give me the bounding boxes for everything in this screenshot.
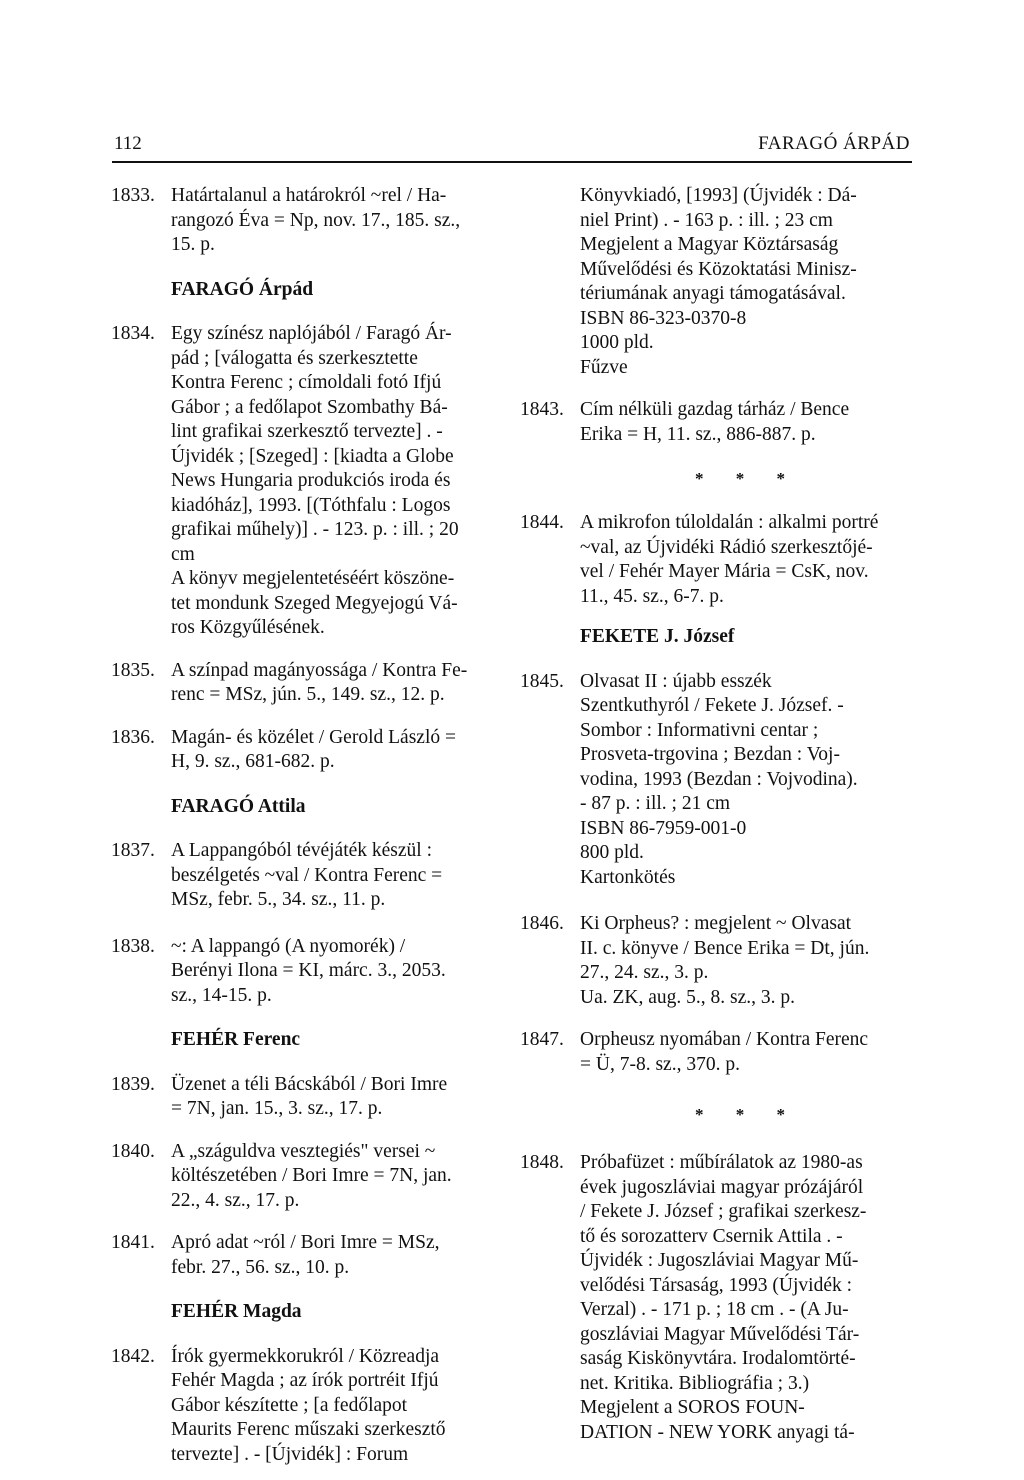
entry-number: 1842. [111, 1345, 155, 1367]
entry-line: - 87 p. : ill. ; 21 cm [580, 793, 731, 814]
left-column [111, 184, 503, 1467]
entry-1839 [111, 1073, 503, 1122]
entry-line: febr. 27., 56. sz., 10. p. [171, 1256, 350, 1278]
page-header [112, 131, 912, 163]
entry-line: vodina, 1993 (Bezdan : Vojvodina). [580, 768, 858, 790]
entry-line: DATION - NEW YORK anyagi tá- [580, 1421, 855, 1443]
entry-number: 1839. [111, 1073, 155, 1095]
entry-line: H, 9. sz., 681-682. p. [171, 751, 335, 772]
entry-line: 27., 24. sz., 3. p. [580, 962, 709, 983]
entry-line: Cím nélküli gazdag tárház / Bence [580, 399, 850, 420]
entry-1836 [111, 726, 503, 775]
entry-line: A Lappangóból tévéjáték készül : [171, 840, 433, 861]
entry-1847 [520, 1028, 914, 1077]
entry-line: net. Kritika. Bibliográfia ; 3.) [580, 1372, 810, 1394]
entry-line: Ua. ZK, aug. 5., 8. sz., 3. p. [580, 986, 796, 1008]
entry-line: tő és sorozatterv Csernik Attila . - [580, 1225, 843, 1247]
entry-line: ros Közgyűlésének. [171, 617, 325, 638]
entry-line: évek jugoszláviai magyar prózájáról [580, 1176, 864, 1198]
entry-line: = Ü, 7-8. sz., 370. p. [580, 1053, 740, 1075]
entry-line: ~: A lappangó (A nyomorék) / [171, 935, 406, 957]
entry-1833 [111, 184, 503, 258]
entry-line: Verzal) . - 171 p. ; 18 cm . - (A Ju- [580, 1299, 849, 1320]
entry-1840 [111, 1140, 503, 1214]
entry-line: = 7N, jan. 15., 3. sz., 17. p. [171, 1098, 383, 1119]
entry-line: ISBN 86-7959-001-0 [580, 817, 747, 839]
entry-line: Egy színész naplójából / Faragó Ár- [171, 323, 452, 344]
entry-line: Ki Orpheus? : megjelent ~ Olvasat [580, 913, 852, 934]
entry-line: Gábor ; a fedőlapot Szombathy Bá- [171, 396, 448, 418]
entry-line: II. c. könyve / Bence Erika = Dt, jún. [580, 937, 870, 959]
entry-number: 1845. [520, 670, 564, 692]
entry-number: 1846. [520, 913, 564, 934]
running-title: FARAGÓ ÁRPÁD [758, 133, 910, 154]
entry-1838 [111, 935, 503, 1009]
entry-1845 [520, 670, 914, 891]
entry-1846 [520, 912, 914, 1010]
entry-line: Kartonkötés [580, 866, 676, 888]
entry-line: beszélgetés ~val / Kontra Ferenc = [171, 864, 443, 886]
entry-line: Szentkuthyról / Fekete J. József. - [580, 695, 844, 716]
entry-line: Kontra Ferenc ; címoldali fotó Ifjú [171, 372, 442, 393]
entry-line: News Hungaria produkciós iroda és [171, 470, 451, 491]
entry-line: / Fekete J. József ; grafikai szerkesz- [580, 1201, 867, 1222]
entry-1842-continued [520, 184, 914, 380]
author-heading: FEKETE J. József [580, 626, 735, 647]
entry-1848 [520, 1151, 914, 1445]
entry-line: 800 pld. [580, 842, 644, 863]
entry-line: költészetében / Bori Imre = 7N, jan. [171, 1165, 452, 1186]
entry-line: kiadóház], 1993. [(Tóthfalu : Logos [171, 494, 451, 516]
entry-number: 1843. [520, 399, 564, 420]
entry-1843 [520, 398, 914, 447]
entry-line: MSz, febr. 5., 34. sz., 11. p. [171, 889, 386, 910]
entry-line: Határtalanul a határokról ~rel / Ha- [171, 185, 447, 206]
entry-line: 15. p. [171, 234, 215, 255]
section-separator-stars: * * * [695, 469, 799, 488]
entry-number: 1833. [111, 185, 155, 206]
entry-line: A színpad magányossága / Kontra Fe- [171, 659, 468, 681]
entry-line: Berényi Ilona = KI, márc. 3., 2053. [171, 960, 446, 981]
entry-line: Erika = H, 11. sz., 886-887. p. [580, 423, 816, 445]
author-heading: FARAGÓ Attila [171, 795, 306, 817]
entry-line: Prosveta-trgovina ; Bezdan : Voj- [580, 744, 840, 765]
entry-number: 1838. [111, 935, 155, 957]
entry-line: Gábor készítette ; [a fedőlapot [171, 1394, 408, 1416]
entry-line: A könyv megjelentetéséért köszöne- [171, 568, 455, 589]
entry-line: Fehér Magda ; az írók portréit Ifjú [171, 1370, 439, 1391]
entry-line: pád ; [válogatta és szerkesztette [171, 347, 418, 369]
entry-line: velődési Társaság, 1993 (Újvidék : [580, 1274, 853, 1296]
entry-1842 [111, 1345, 503, 1468]
author-heading: FARAGÓ Árpád [171, 278, 314, 300]
entry-line: ~val, az Újvidéki Rádió szerkesztőjé- [580, 536, 873, 558]
entry-line: Maurits Ferenc műszaki szerkesztő [171, 1419, 446, 1440]
entry-1837 [111, 839, 503, 913]
entry-line: grafikai műhely)] . - 123. p. : ill. ; 20 [171, 519, 459, 540]
entry-line: ISBN 86-323-0370-8 [580, 307, 747, 329]
entry-number: 1841. [111, 1232, 155, 1253]
entry-line: 11., 45. sz., 6-7. p. [580, 585, 724, 607]
entry-line: sz., 14-15. p. [171, 984, 272, 1006]
entry-line: 22., 4. sz., 17. p. [171, 1189, 300, 1211]
entry-line: rangozó Éva = Np, nov. 17., 185. sz., [171, 209, 461, 231]
entry-line: Magán- és közélet / Gerold László = [171, 726, 456, 748]
entry-line: Üzenet a téli Bácskából / Bori Imre [171, 1073, 448, 1095]
entry-line: niel Print) . - 163 p. : ill. ; 23 cm [580, 209, 833, 231]
entry-number: 1835. [111, 659, 155, 681]
entry-line: Olvasat II : újabb esszék [580, 670, 772, 692]
entry-number: 1834. [111, 323, 155, 344]
entry-line: renc = MSz, jún. 5., 149. sz., 12. p. [171, 684, 445, 705]
entry-line: Könyvkiadó, [1993] (Újvidék : Dá- [580, 185, 857, 206]
author-heading: FEHÉR Magda [171, 1301, 302, 1322]
entry-line: Megjelent a Magyar Köztársaság [580, 234, 839, 255]
entry-line: Fűzve [580, 356, 628, 378]
entry-line: Újvidék ; [Szeged] : [kiadta a Globe [171, 445, 454, 467]
entry-line: A „száguldva vesztegiés" versei ~ [171, 1140, 436, 1162]
entry-line: Próbafüzet : műbírálatok az 1980-as [580, 1152, 863, 1173]
entry-line: tervezte] . - [Újvidék] : Forum [171, 1443, 409, 1465]
entry-line: Apró adat ~ról / Bori Imre = MSz, [171, 1232, 440, 1253]
entry-number: 1848. [520, 1152, 564, 1173]
entry-number: 1840. [111, 1140, 155, 1162]
entry-1835 [111, 659, 503, 708]
author-heading: FEHÉR Ferenc [171, 1029, 301, 1050]
entry-line: Újvidék : Jugoszláviai Magyar Mű- [580, 1250, 859, 1271]
entry-number: 1847. [520, 1029, 564, 1050]
entry-line: 1000 pld. [580, 332, 654, 353]
entry-number: 1836. [111, 726, 155, 748]
entry-line: vel / Fehér Mayer Mária = CsK, nov. [580, 561, 869, 582]
entry-line: lint grafikai szerkesztő tervezte] . - [171, 421, 443, 442]
entry-line: Megjelent a SOROS FOUN- [580, 1397, 805, 1418]
entry-1834 [111, 322, 503, 641]
section-separator-stars: * * * [695, 1105, 799, 1124]
entry-line: goszláviai Magyar Művelődési Tár- [580, 1323, 860, 1345]
entry-line: tériumának anyagi támogatásával. [580, 283, 846, 304]
entry-line: cm [171, 543, 195, 565]
right-column [520, 184, 914, 1445]
page-number: 112 [114, 133, 142, 154]
entry-line: Írók gyermekkorukról / Közreadja [171, 1345, 440, 1367]
entry-line: Orpheusz nyomában / Kontra Ferenc [580, 1029, 869, 1050]
entry-1844 [520, 511, 914, 609]
entry-line: tet mondunk Szeged Megyejogú Vá- [171, 592, 458, 614]
entry-number: 1844. [520, 512, 564, 533]
entry-line: Sombor : Informativni centar ; [580, 719, 819, 741]
entry-line: A mikrofon túloldalán : alkalmi portré [580, 512, 879, 533]
entry-1841 [111, 1231, 503, 1280]
entry-number: 1837. [111, 840, 155, 861]
entry-line: Művelődési és Közoktatási Minisz- [580, 258, 857, 280]
entry-line: saság Kiskönyvtára. Irodalomtörté- [580, 1348, 856, 1369]
